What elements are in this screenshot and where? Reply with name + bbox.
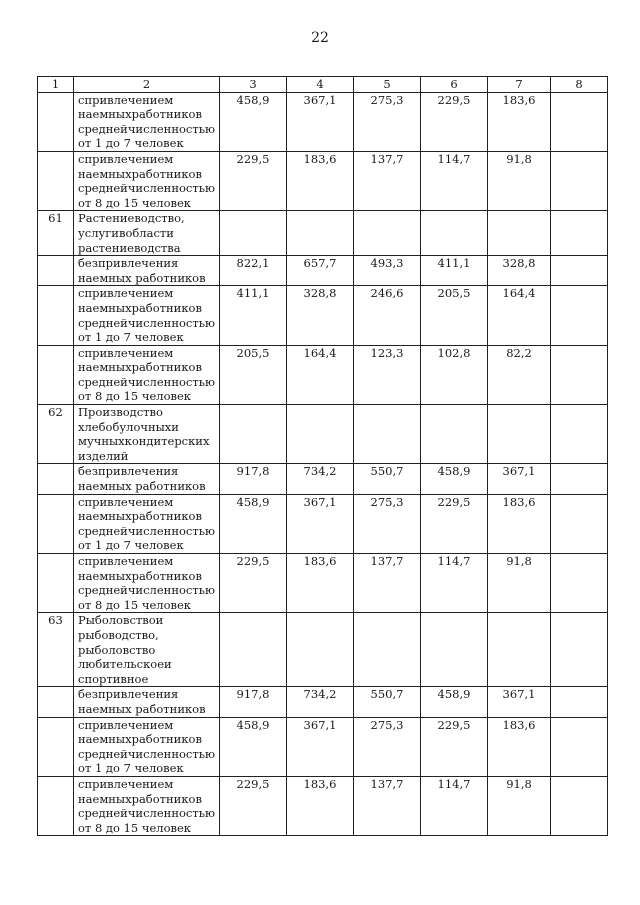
value-cell-col-7	[488, 211, 551, 256]
column-header: 7	[488, 77, 551, 93]
value-cell-col-7: 183,6	[488, 92, 551, 151]
value-cell-col-4: 734,2	[287, 464, 354, 494]
value-cell-col-4: 328,8	[287, 286, 354, 345]
description-word: от 8 до 15 человек	[78, 195, 191, 210]
description-line	[78, 821, 215, 836]
value-cell-col-3: 229,5	[220, 776, 287, 835]
page-number: 22	[311, 30, 329, 46]
value-cell-col-3: 229,5	[220, 151, 287, 210]
description-line	[78, 449, 215, 464]
description-word: области	[125, 225, 174, 240]
description-word: численностью	[127, 181, 215, 196]
value-cell-col-4: 183,6	[287, 776, 354, 835]
description-word: привлечением	[84, 776, 174, 791]
description-line	[78, 628, 215, 643]
value-cell-col-4: 367,1	[287, 92, 354, 151]
description-word: от 1 до 7 человек	[78, 330, 184, 345]
value-cell-col-6: 229,5	[421, 92, 488, 151]
description-word: привлечением	[84, 286, 174, 301]
description-word: и	[155, 613, 164, 628]
value-cell-col-3: 822,1	[220, 256, 287, 286]
description-line	[78, 643, 215, 658]
value-cell-col-6: 114,7	[421, 554, 488, 613]
row-number	[38, 717, 74, 776]
description-word: наемных работников	[78, 479, 206, 494]
description-word: средней	[78, 583, 128, 598]
value-cell-col-8	[551, 211, 608, 256]
description-line	[78, 375, 215, 390]
row-description	[74, 717, 220, 776]
value-cell-col-8	[551, 717, 608, 776]
description-line	[78, 538, 215, 553]
column-header: 4	[287, 77, 354, 93]
table-row	[38, 613, 608, 687]
description-word: работников	[131, 791, 202, 806]
value-cell-col-3: 229,5	[220, 554, 287, 613]
row-description	[74, 405, 220, 464]
description-word: с	[78, 151, 85, 166]
value-cell-col-4: 734,2	[287, 687, 354, 717]
value-cell-col-5: 123,3	[354, 345, 421, 404]
value-cell-col-5: 137,7	[354, 151, 421, 210]
table-row	[38, 405, 608, 464]
description-line	[78, 583, 215, 598]
table-row	[38, 256, 608, 286]
description-line	[78, 211, 215, 226]
value-cell-col-3: 411,1	[220, 286, 287, 345]
description-word: работников	[131, 107, 202, 122]
description-word: средней	[78, 121, 128, 136]
value-cell-col-3: 458,9	[220, 92, 287, 151]
description-line	[78, 747, 215, 762]
description-line	[78, 702, 215, 717]
description-line	[78, 330, 215, 345]
description-line	[78, 657, 215, 672]
description-word: спортивное	[78, 671, 149, 686]
description-word: от 1 до 7 человек	[78, 761, 184, 776]
value-cell-col-7: 91,8	[488, 554, 551, 613]
description-word: привлечением	[84, 92, 174, 107]
value-cell-col-5: 493,3	[354, 256, 421, 286]
description-word: численностью	[127, 315, 215, 330]
value-cell-col-5: 137,7	[354, 554, 421, 613]
description-line	[78, 792, 215, 807]
row-number: 62	[38, 405, 74, 464]
description-line	[78, 136, 215, 151]
description-line	[78, 672, 215, 687]
row-number: 63	[38, 613, 74, 687]
value-cell-col-6: 229,5	[421, 494, 488, 553]
description-word: Рыболовство	[78, 613, 156, 628]
description-line	[78, 360, 215, 375]
value-cell-col-5	[354, 405, 421, 464]
description-word: услуги	[78, 225, 119, 240]
description-line	[78, 569, 215, 584]
value-cell-col-6: 114,7	[421, 151, 488, 210]
value-cell-col-6	[421, 405, 488, 464]
description-line	[78, 613, 215, 628]
description-word: рыболовство	[78, 642, 156, 657]
column-header: 2	[74, 77, 220, 93]
value-cell-col-8	[551, 256, 608, 286]
description-word: изделий	[78, 448, 129, 463]
description-word: работников	[131, 360, 202, 375]
table-row	[38, 92, 608, 151]
value-cell-col-7: 367,1	[488, 464, 551, 494]
description-word: наемных	[78, 568, 132, 583]
description-line	[78, 286, 215, 301]
description-word: наемных	[78, 107, 132, 122]
description-line	[78, 181, 215, 196]
description-line	[78, 389, 215, 404]
description-word: мучных	[78, 434, 125, 449]
description-word: Растениеводство,	[78, 211, 185, 226]
value-cell-col-8	[551, 494, 608, 553]
description-word: средней	[78, 181, 128, 196]
description-word: привлечением	[84, 345, 174, 360]
row-description	[74, 464, 220, 494]
value-cell-col-8	[551, 687, 608, 717]
table-header-row	[38, 77, 608, 93]
description-word: наемных	[78, 166, 132, 181]
value-cell-col-6	[421, 613, 488, 687]
description-word: средней	[78, 523, 128, 538]
value-cell-col-6: 205,5	[421, 286, 488, 345]
row-number	[38, 286, 74, 345]
table-row	[38, 717, 608, 776]
description-word: привлечения	[98, 687, 179, 702]
row-description	[74, 286, 220, 345]
value-cell-col-4: 367,1	[287, 717, 354, 776]
row-description	[74, 345, 220, 404]
description-line	[78, 761, 215, 776]
description-word: и	[171, 419, 179, 434]
description-line	[78, 167, 215, 182]
table-body	[38, 92, 608, 836]
row-description	[74, 613, 220, 687]
value-cell-col-5: 550,7	[354, 687, 421, 717]
description-word: работников	[131, 509, 202, 524]
value-cell-col-7	[488, 613, 551, 687]
value-cell-col-6: 229,5	[421, 717, 488, 776]
table-row	[38, 776, 608, 835]
description-line	[78, 777, 215, 792]
description-word: с	[78, 92, 85, 107]
description-word: с	[78, 494, 85, 509]
value-cell-col-5	[354, 211, 421, 256]
description-word: любительское	[78, 657, 164, 672]
value-cell-col-7: 183,6	[488, 494, 551, 553]
value-cell-col-6: 458,9	[421, 464, 488, 494]
description-word: хлебобулочных	[78, 419, 172, 434]
description-line	[78, 479, 215, 494]
value-cell-col-3: 458,9	[220, 717, 287, 776]
description-word: без	[78, 256, 99, 271]
row-number	[38, 776, 74, 835]
value-cell-col-7	[488, 405, 551, 464]
description-word: растениеводства	[78, 240, 181, 255]
description-word: привлечением	[84, 151, 174, 166]
description-word: средней	[78, 315, 128, 330]
row-description	[74, 494, 220, 553]
row-description	[74, 211, 220, 256]
row-number	[38, 92, 74, 151]
description-line	[78, 241, 215, 256]
description-word: численностью	[127, 806, 215, 821]
value-cell-col-7: 82,2	[488, 345, 551, 404]
description-word: от 1 до 7 человек	[78, 538, 184, 553]
value-cell-col-8	[551, 554, 608, 613]
description-word: работников	[131, 300, 202, 315]
value-cell-col-8	[551, 151, 608, 210]
description-line	[78, 196, 215, 211]
column-header: 3	[220, 77, 287, 93]
value-cell-col-5: 275,3	[354, 717, 421, 776]
table-row	[38, 211, 608, 256]
description-word: с	[78, 286, 85, 301]
row-number	[38, 256, 74, 286]
row-description	[74, 151, 220, 210]
description-word: кондитерских	[124, 434, 210, 449]
value-cell-col-3: 917,8	[220, 687, 287, 717]
description-word: наемных	[78, 509, 132, 524]
description-word: средней	[78, 806, 128, 821]
table-row	[38, 345, 608, 404]
description-word: с	[78, 776, 85, 791]
description-line	[78, 464, 215, 479]
row-number	[38, 554, 74, 613]
description-word: Производство	[78, 405, 163, 420]
value-cell-col-8	[551, 345, 608, 404]
description-word: наемных	[78, 732, 132, 747]
description-line	[78, 316, 215, 331]
row-description	[74, 554, 220, 613]
value-cell-col-3: 205,5	[220, 345, 287, 404]
table-row	[38, 494, 608, 553]
row-description	[74, 776, 220, 835]
description-word: привлечением	[84, 717, 174, 732]
value-cell-col-5: 137,7	[354, 776, 421, 835]
table-row	[38, 151, 608, 210]
description-word: привлечением	[84, 494, 174, 509]
value-cell-col-8	[551, 776, 608, 835]
row-number	[38, 494, 74, 553]
value-cell-col-4	[287, 613, 354, 687]
description-word: от 8 до 15 человек	[78, 389, 191, 404]
value-cell-col-7: 183,6	[488, 717, 551, 776]
description-line	[78, 122, 215, 137]
value-cell-col-8	[551, 613, 608, 687]
description-word: численностью	[127, 374, 215, 389]
description-line	[78, 732, 215, 747]
value-cell-col-4: 164,4	[287, 345, 354, 404]
value-cell-col-4: 657,7	[287, 256, 354, 286]
description-line	[78, 687, 215, 702]
description-word: наемных	[78, 300, 132, 315]
value-cell-col-6: 458,9	[421, 687, 488, 717]
row-number	[38, 151, 74, 210]
description-line	[78, 405, 215, 420]
row-number	[38, 345, 74, 404]
description-word: средней	[78, 746, 128, 761]
value-cell-col-3: 917,8	[220, 464, 287, 494]
value-cell-col-5: 246,6	[354, 286, 421, 345]
value-cell-col-7: 367,1	[488, 687, 551, 717]
row-number	[38, 687, 74, 717]
description-word: численностью	[127, 583, 215, 598]
description-word: наемных	[78, 791, 132, 806]
description-word: привлечения	[98, 464, 179, 479]
value-cell-col-4: 183,6	[287, 554, 354, 613]
description-word: без	[78, 464, 99, 479]
value-cell-col-6: 411,1	[421, 256, 488, 286]
description-word: работников	[131, 166, 202, 181]
value-cell-col-3	[220, 613, 287, 687]
value-cell-col-7: 91,8	[488, 776, 551, 835]
description-word: работников	[131, 568, 202, 583]
value-cell-col-7: 91,8	[488, 151, 551, 210]
description-line	[78, 420, 215, 435]
description-line	[78, 434, 215, 449]
value-cell-col-8	[551, 464, 608, 494]
description-word: от 1 до 7 человек	[78, 136, 184, 151]
value-cell-col-8	[551, 286, 608, 345]
description-line	[78, 718, 215, 733]
value-cell-col-5: 550,7	[354, 464, 421, 494]
description-word: наемных	[78, 360, 132, 375]
value-cell-col-3	[220, 211, 287, 256]
description-line	[78, 271, 215, 286]
description-word: привлечением	[84, 554, 174, 568]
description-word: в	[118, 225, 126, 240]
row-description	[74, 92, 220, 151]
description-word: численностью	[127, 121, 215, 136]
column-header: 1	[38, 77, 74, 93]
description-line	[78, 301, 215, 316]
description-line	[78, 152, 215, 167]
value-cell-col-5	[354, 613, 421, 687]
column-header: 8	[551, 77, 608, 93]
description-word: численностью	[127, 746, 215, 761]
description-word: работников	[131, 732, 202, 747]
description-word: без	[78, 687, 99, 702]
value-cell-col-7: 164,4	[488, 286, 551, 345]
row-description	[74, 256, 220, 286]
value-cell-col-6: 102,8	[421, 345, 488, 404]
value-cell-col-4: 367,1	[287, 494, 354, 553]
column-header: 6	[421, 77, 488, 93]
value-cell-col-3	[220, 405, 287, 464]
value-cell-col-5: 275,3	[354, 494, 421, 553]
description-word: и	[164, 657, 172, 672]
description-line	[78, 806, 215, 821]
value-cell-col-8	[551, 405, 608, 464]
value-cell-col-8	[551, 92, 608, 151]
description-word: рыбоводство,	[78, 627, 159, 642]
value-cell-col-7: 328,8	[488, 256, 551, 286]
description-line	[78, 107, 215, 122]
description-line	[78, 495, 215, 510]
row-description	[74, 687, 220, 717]
description-line	[78, 554, 215, 569]
description-line	[78, 346, 215, 361]
column-header: 5	[354, 77, 421, 93]
row-number: 61	[38, 211, 74, 256]
value-cell-col-6	[421, 211, 488, 256]
value-cell-col-3: 458,9	[220, 494, 287, 553]
value-cell-col-4: 183,6	[287, 151, 354, 210]
value-cell-col-4	[287, 211, 354, 256]
description-word: численностью	[127, 523, 215, 538]
description-line	[78, 93, 215, 108]
row-number	[38, 464, 74, 494]
description-line	[78, 598, 215, 613]
description-word: наемных работников	[78, 701, 206, 716]
value-cell-col-4	[287, 405, 354, 464]
description-word: средней	[78, 374, 128, 389]
tariff-table	[37, 76, 608, 836]
table-row	[38, 687, 608, 717]
table-row	[38, 286, 608, 345]
description-word: с	[78, 717, 85, 732]
description-word: привлечения	[98, 256, 179, 271]
description-word: от 8 до 15 человек	[78, 597, 191, 612]
table-row	[38, 464, 608, 494]
description-word: от 8 до 15 человек	[78, 820, 191, 835]
value-cell-col-5: 275,3	[354, 92, 421, 151]
description-word: наемных работников	[78, 270, 206, 285]
description-line	[78, 256, 215, 271]
description-line	[78, 226, 215, 241]
description-word: с	[78, 554, 85, 568]
description-line	[78, 509, 215, 524]
table-row	[38, 554, 608, 613]
value-cell-col-6: 114,7	[421, 776, 488, 835]
description-word: с	[78, 345, 85, 360]
description-line	[78, 524, 215, 539]
